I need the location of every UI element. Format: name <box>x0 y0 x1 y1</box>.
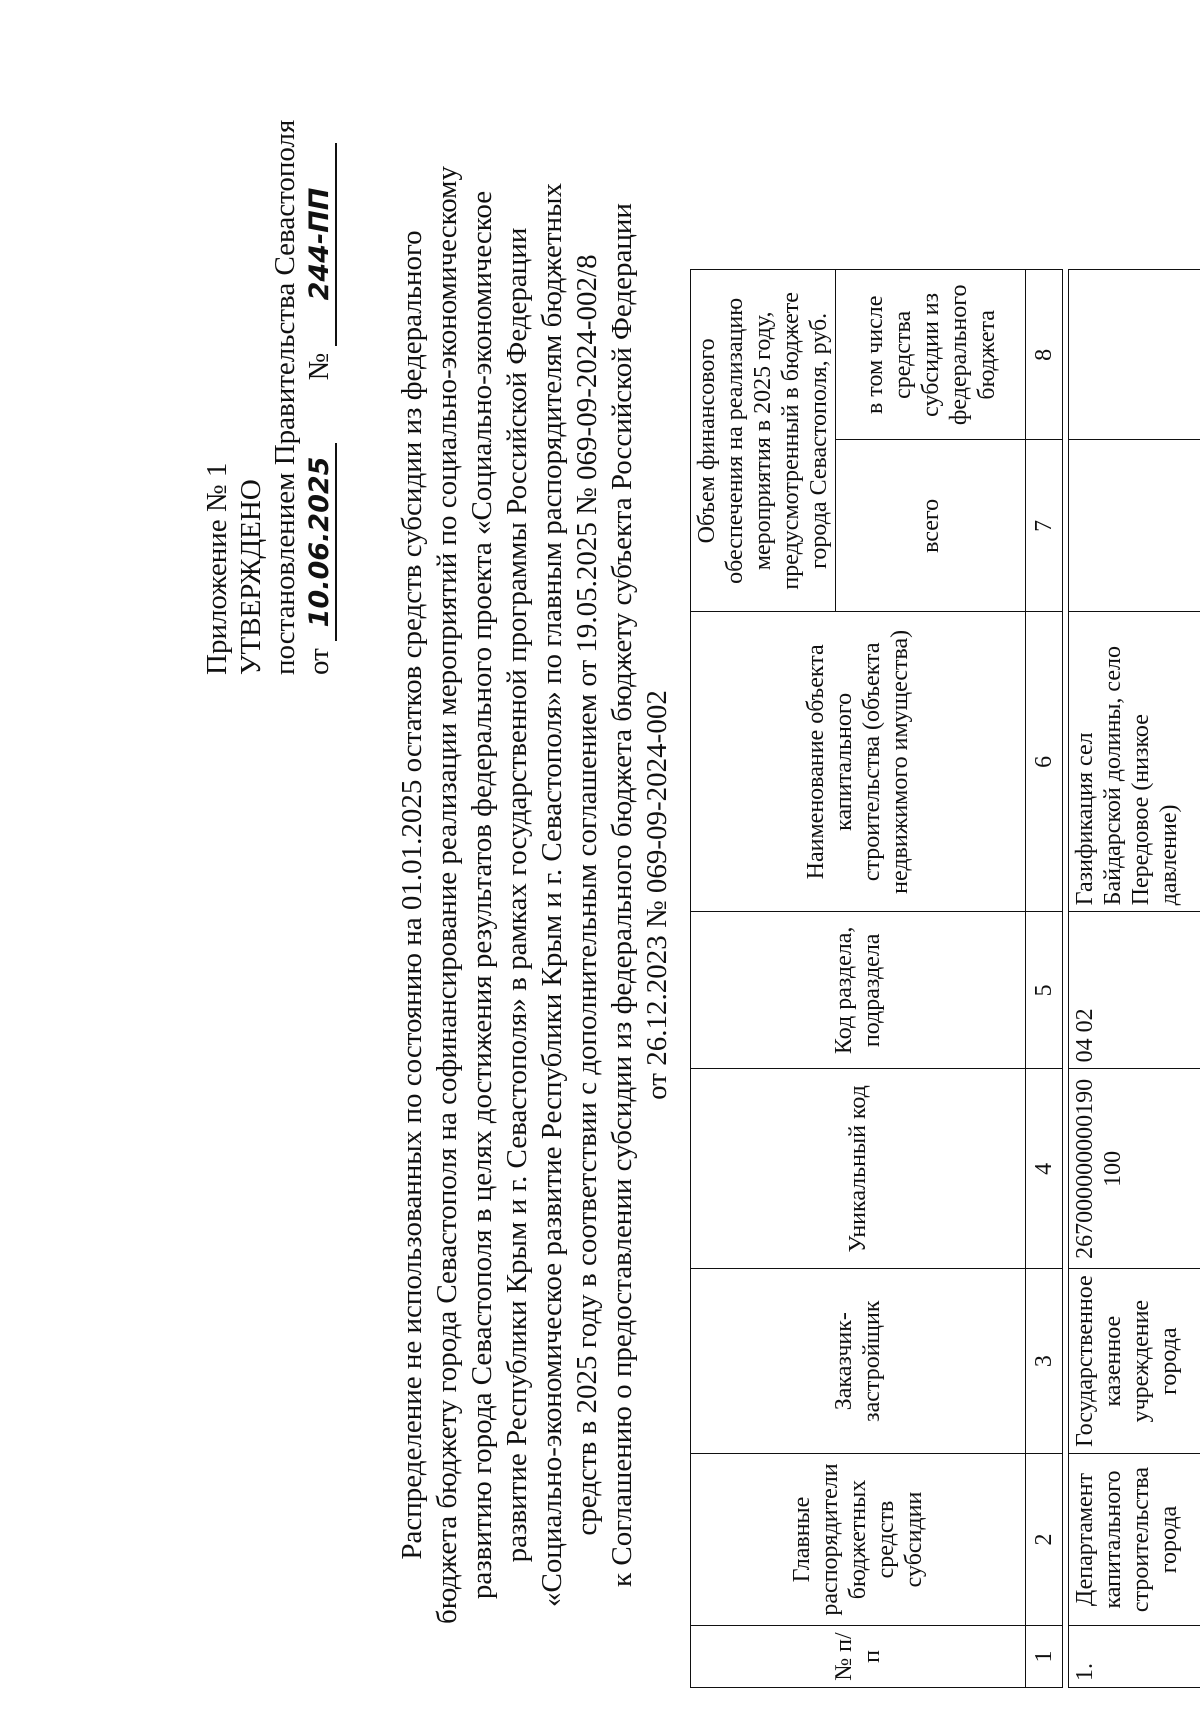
header-section-code: Код раздела, подраздела <box>691 912 1026 1069</box>
cell-section-code: 04 02 <box>1069 912 1200 1069</box>
cell-unique-code: 267000000000190100 <box>1069 1069 1200 1269</box>
approved-label: УТВЕРЖДЕНО <box>235 479 267 675</box>
title-line: средств в 2025 году в соответствии с дополнительным соглашением от 19.05.2025 № 069-09-2024-002/8 <box>571 254 603 1536</box>
handwritten-date: 10.06.2025 <box>305 443 337 641</box>
cell-federal <box>1069 270 1200 440</box>
distribution-table <box>690 269 1200 1688</box>
column-number: 6 <box>1026 612 1063 912</box>
resolution-label: постановлением Правительства Севастополя <box>269 119 301 675</box>
header-total: всего <box>836 440 1026 612</box>
title-line: «Социально-экономическое развитие Республики Крым и г. Севастополя» по главным распорядителям бюджетных <box>536 182 568 1608</box>
approval-block <box>200 75 337 675</box>
number-prefix: № <box>303 352 335 381</box>
cell-num: 1. <box>1069 1626 1200 1688</box>
appendix-label: Приложение № 1 <box>201 462 233 675</box>
cell-object-name: Газификация сел Байдарской долины, село Передовое (низкое давление) <box>1069 612 1200 912</box>
document-title <box>395 95 675 1695</box>
cell-customer: Государственное казенное учреждение города <box>1069 1269 1200 1454</box>
title-line: развитие Республики Крым и г. Севастополя» в рамках государственной программы Российской Федерации <box>501 227 533 1563</box>
column-number: 7 <box>1026 440 1063 612</box>
header-num: № п/п <box>691 1626 1026 1688</box>
column-number: 1 <box>1026 1626 1063 1688</box>
cell-distributor: Департамент капитального строительства города <box>1069 1454 1200 1626</box>
header-funding-group: Объем финансового обеспечения на реализацию мероприятия в 2025 году, предусмотренный в бюджете города Севастополя, руб. <box>691 270 836 612</box>
column-number: 8 <box>1026 270 1063 440</box>
column-number: 4 <box>1026 1069 1063 1269</box>
column-number: 2 <box>1026 1454 1063 1626</box>
header-federal: в том числе средства субсидии из федерального бюджета <box>836 270 1026 440</box>
column-number: 5 <box>1026 912 1063 1069</box>
column-number: 3 <box>1026 1269 1063 1454</box>
title-line: развитию города Севастополя в целях достижения результатов федерального проекта «Социально-экономическое <box>466 190 498 1600</box>
cell-total <box>1069 440 1200 612</box>
title-line: к Соглашению о предоставлении субсидии из федерального бюджета бюджету субъекта Российской Федерации <box>606 203 638 1587</box>
title-line: бюджета бюджету города Севастополя на софинансирование реализации мероприятий по социально-экономическому <box>431 165 463 1625</box>
header-distributors: Главные распорядители бюджетных средств субсидии <box>691 1454 1026 1626</box>
handwritten-number: 244-ПП <box>305 143 337 346</box>
date-number-line <box>302 75 337 675</box>
title-line: от 26.12.2023 № 069-09-2024-002 <box>641 690 673 1100</box>
column-number-row <box>1026 270 1063 1688</box>
table-row <box>1069 270 1200 1688</box>
date-prefix: от <box>303 648 335 675</box>
title-line: Распределение не использованных по состоянию на 01.01.2025 остатков средств субсидии из федерального <box>396 230 428 1560</box>
header-customer: Заказчик-застройщик <box>691 1269 1026 1454</box>
header-unique-code: Уникальный код <box>691 1069 1026 1269</box>
header-object-name: Наименование объекта капитального строительства (объекта недвижимого имущества) <box>691 612 1026 912</box>
